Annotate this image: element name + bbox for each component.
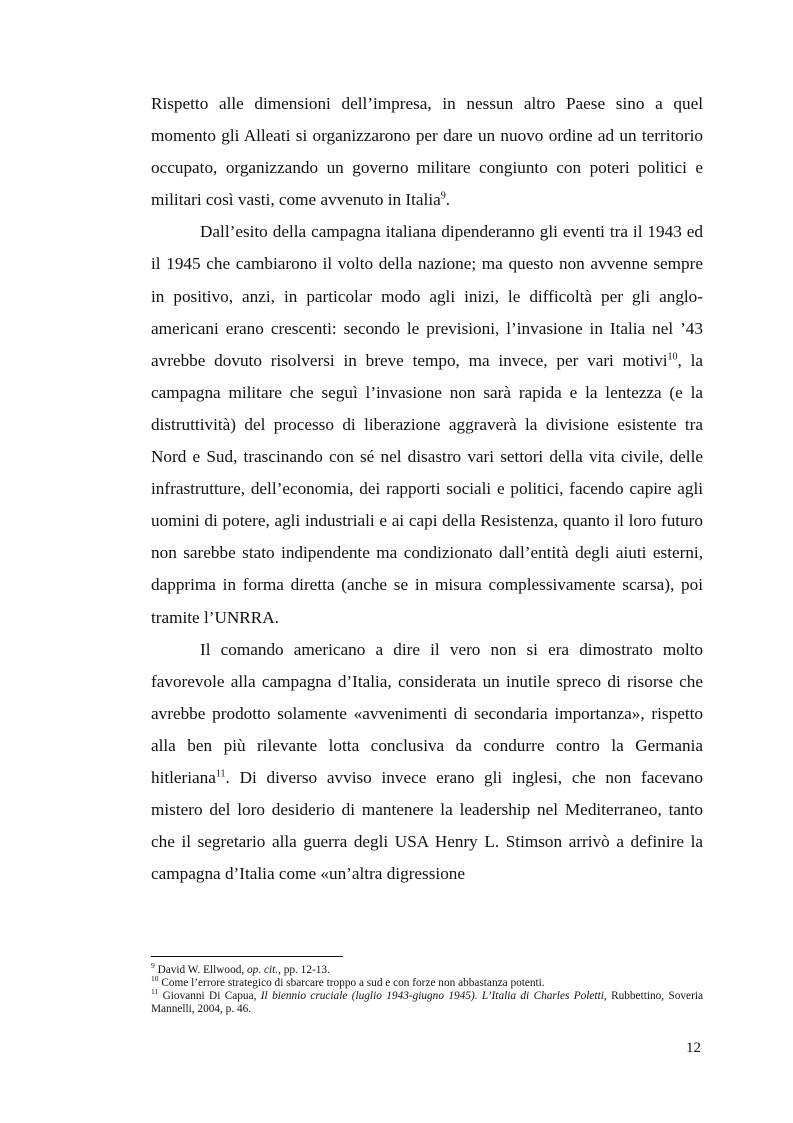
footnotes (151, 961, 703, 1016)
footnote-ref-11[interactable]: 11 (215, 768, 226, 780)
footnote-10: $^{10}$ Come l’errore strategico di sbarcare troppo a sud e con forze non abbastanza potenti. (151, 974, 545, 989)
footnote-9: $^9$ David W. Ellwood, op. cit., pp. 12-13. (151, 961, 330, 976)
footnote-11: $^{11}$ Giovanni Di Capua, Il biennio cruciale (luglio 1943-giugno 1945). L’Italia di Charles Poletti, Rubbettino, Soveria Mannelli, 2004, p. 46. (151, 987, 703, 1015)
paragraph-2: Dall’esito della campagna italiana dipenderanno gli eventi tra il 1943 ed il 1945 che cambiarono il volto della nazione; ma questo non avvenne sempre in positivo, anzi, in particolar modo agli inizi, le difficoltà per gli anglo-americani erano crescenti: secondo le previsioni, l’invasione in Italia nel ’43 avrebbe dovuto risolversi in breve tempo, ma invece, per vari motivi$^{10}$, la campagna militare che seguì l’invasione non sarà rapida e la lentezza (e la distruttività) del processo di liberazione aggraverà la divisione esistente tra Nord e Sud, trascinando con sé nel disastro vari settori della vita civile, delle infrastrutture, dell’economia, dei rapporti sociali e politici, facendo capire agli uomini di potere, agli industriali e ai capi della Resistenza, quanto il loro futuro non sarebbe stato indipendente ma condizionato dall’entità degli aiuti esterni, dapprima in forma diretta (anche se in misura complessivamente scarsa), poi tramite l’UNRRA. (151, 222, 703, 627)
footnote-ref-9[interactable]: 9 (440, 190, 446, 202)
footnote-ref-10[interactable]: 10 (667, 351, 678, 363)
footnote-separator (151, 956, 343, 957)
paragraph-1: Rispetto alle dimensioni dell’impresa, in nessun altro Paese sino a quel momento gli Alleati si organizzarono per dare un nuovo ordine ad un territorio occupato, organizzando un governo militare congiunto con poteri politici e militari così vasti, come avvenuto in Italia$^9$. (151, 94, 703, 210)
paragraph-3: Il comando americano a dire il vero non si era dimostrato molto favorevole alla campagna d’Italia, considerata un inutile spreco di risorse che avrebbe prodotto solamente «avvenimenti di secondaria importanza», rispetto alla ben più rilevante lotta conclusiva da condurre contro la Germania hitleriana$^{11}$. Di diverso avviso invece erano gli inglesi, che non facevano mistero del loro desiderio di mantenere la leadership nel Mediterraneo, tanto che il segretario alla guerra degli USA Henry L. Stimson arrivò a definire la campagna d’Italia come «un’altra digressione (151, 639, 703, 884)
body-text (151, 88, 703, 890)
page-number: 12 (686, 1040, 701, 1056)
